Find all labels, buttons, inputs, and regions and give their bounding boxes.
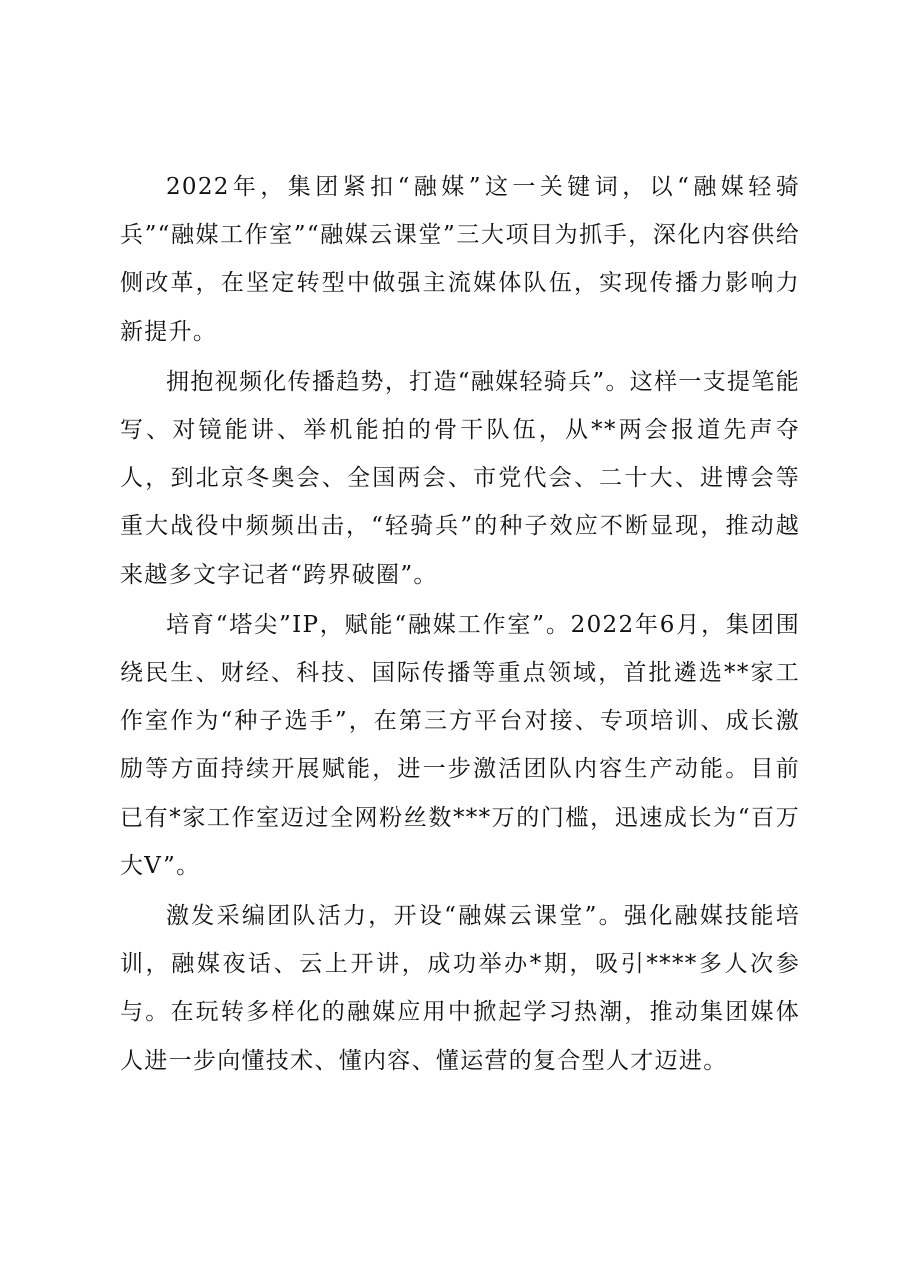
paragraph-intro: 2022年，集团紧扣“融媒”这一关键词，以“融媒轻骑兵”“融媒工作室”“融媒云课堂”三大项目为抓手，深化内容供给侧改革，在坚定转型中做强主流媒体队伍，实现传播力影响力新提升。: [120, 174, 800, 345]
paragraph-light-cavalry: 拥抱视频化传播趋势，打造“融媒轻骑兵”。这样一支提笔能写、对镜能讲、举机能拍的骨干队伍，从**两会报道先声夺人，到北京冬奥会、全国两会、市党代会、二十大、进博会等重大战役中频频出击，“轻骑兵”的种子效应不断显现，推动越来越多文字记者“跨界破圈”。: [120, 368, 800, 588]
document-body: [120, 163, 800, 1087]
paragraph-cloud-classroom: 激发采编团队活力，开设“融媒云课堂”。强化融媒技能培训，融媒夜话、云上开讲，成功举办*期，吸引****多人次参与。在玩转多样化的融媒应用中掀起学习热潮，推动集团媒体人进一步向懂技术、懂内容、懂运营的复合型人才迈进。: [120, 903, 800, 1074]
paragraph-media-studio: 培育“塔尖”IP，赋能“融媒工作室”。2022年6月，集团围绕民生、财经、科技、国际传播等重点领域，首批遴选**家工作室作为“种子选手”，在第三方平台对接、专项培训、成长激励等方面持续开展赋能，进一步激活团队内容生产动能。目前已有*家工作室迈过全网粉丝数***万的门槛，迅速成长为“百万大V”。: [120, 611, 800, 879]
